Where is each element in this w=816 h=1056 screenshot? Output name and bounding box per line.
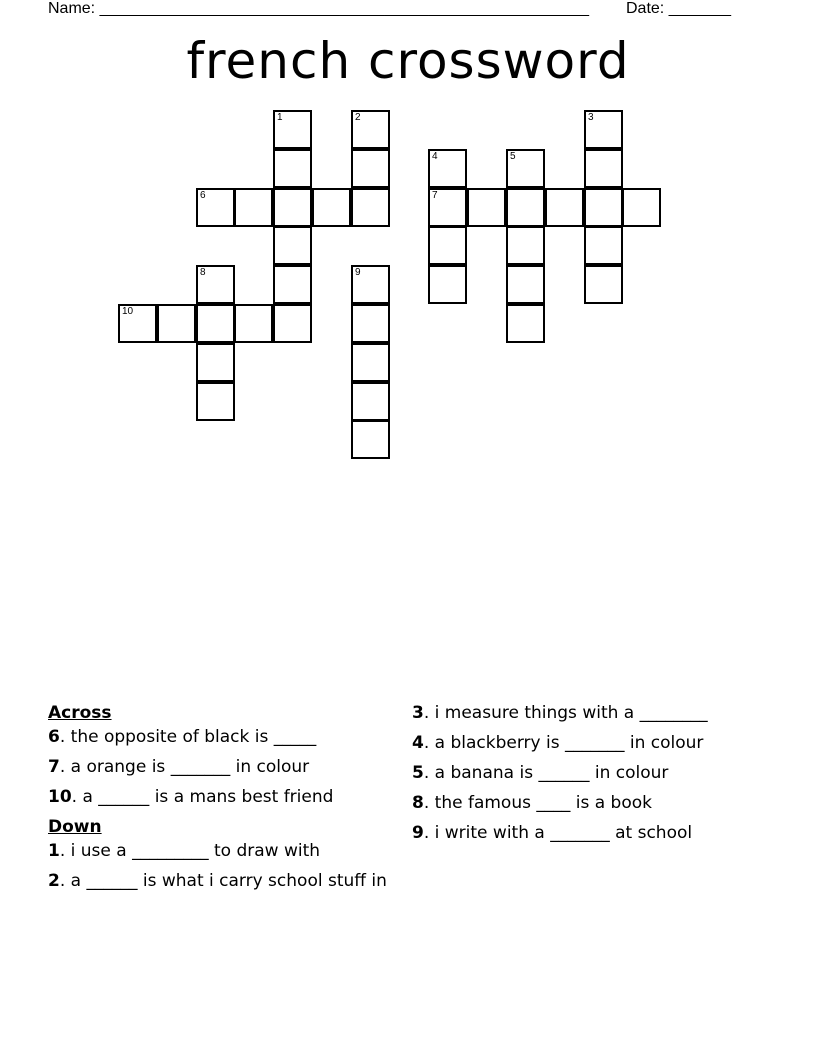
clue-down-3: 3. i measure things with a ________: [412, 703, 708, 723]
clue-down-5: 5. a banana is ______ in colour: [412, 763, 669, 783]
crossword-cell[interactable]: [351, 304, 390, 343]
date-field-label: Date: _______: [626, 0, 731, 17]
crossword-cell[interactable]: [273, 149, 312, 188]
clues-right-column: [412, 703, 762, 853]
crossword-cell[interactable]: [273, 265, 312, 304]
across-heading: Across: [48, 703, 112, 723]
crossword-cell[interactable]: [584, 188, 623, 227]
down-heading: Down: [48, 817, 102, 837]
crossword-cell[interactable]: [351, 420, 390, 459]
cell-number: 3: [588, 112, 594, 123]
cell-number: 9: [355, 267, 361, 278]
name-field-label: Name: _______________________________________________________: [48, 0, 589, 17]
clue-down-4: 4. a blackberry is _______ in colour: [412, 733, 704, 753]
clue-down-9: 9. i write with a _______ at school: [412, 823, 693, 843]
crossword-cell[interactable]: [506, 265, 545, 304]
crossword-cell[interactable]: [428, 265, 467, 304]
cell-number: 6: [200, 190, 206, 201]
crossword-cell[interactable]: [351, 343, 390, 382]
crossword-cell[interactable]: [428, 188, 467, 227]
crossword-cell[interactable]: [273, 188, 312, 227]
crossword-cell[interactable]: [351, 149, 390, 188]
crossword-cell[interactable]: [273, 110, 312, 149]
clues-left-column: [48, 703, 398, 901]
crossword-cell[interactable]: [273, 304, 312, 343]
cell-number: 10: [122, 306, 134, 317]
cell-number: 7: [432, 190, 438, 201]
clue-down-2: 2. a ______ is what i carry school stuff in: [48, 871, 387, 891]
cell-number: 8: [200, 267, 206, 278]
crossword-cell[interactable]: [506, 188, 545, 227]
clue-across-6: 6. the opposite of black is _____: [48, 727, 317, 747]
crossword-cell[interactable]: [428, 149, 467, 188]
cell-number: 4: [432, 151, 438, 162]
crossword-cell[interactable]: [622, 188, 661, 227]
crossword-cell[interactable]: [273, 226, 312, 265]
crossword-cell[interactable]: [157, 304, 196, 343]
crossword-cell[interactable]: [584, 226, 623, 265]
crossword-cell[interactable]: [545, 188, 584, 227]
crossword-cell[interactable]: [506, 304, 545, 343]
clue-down-8: 8. the famous ____ is a book: [412, 793, 652, 813]
crossword-cell[interactable]: [584, 265, 623, 304]
crossword-cell[interactable]: [506, 226, 545, 265]
clue-across-7: 7. a orange is _______ in colour: [48, 757, 310, 777]
cell-number: 1: [277, 112, 283, 123]
crossword-cell[interactable]: [196, 304, 235, 343]
crossword-cell[interactable]: [196, 343, 235, 382]
crossword-grid: [0, 0, 816, 480]
cell-number: 2: [355, 112, 361, 123]
clue-down-1: 1. i use a _________ to draw with: [48, 841, 321, 861]
crossword-cell[interactable]: [351, 110, 390, 149]
page-title: french crossword: [186, 32, 630, 90]
crossword-cell[interactable]: [196, 188, 235, 227]
crossword-cell[interactable]: [196, 382, 235, 421]
crossword-cell[interactable]: [506, 149, 545, 188]
crossword-cell[interactable]: [351, 382, 390, 421]
crossword-cell[interactable]: [351, 265, 390, 304]
crossword-cell[interactable]: [351, 188, 390, 227]
crossword-cell[interactable]: [234, 188, 273, 227]
crossword-cell[interactable]: [467, 188, 506, 227]
cell-number: 5: [510, 151, 516, 162]
crossword-cell[interactable]: [584, 110, 623, 149]
crossword-cell[interactable]: [428, 226, 467, 265]
crossword-cell[interactable]: [196, 265, 235, 304]
crossword-cell[interactable]: [312, 188, 351, 227]
crossword-cell[interactable]: [234, 304, 273, 343]
crossword-cell[interactable]: [118, 304, 157, 343]
clue-across-10: 10. a ______ is a mans best friend: [48, 787, 334, 807]
crossword-cell[interactable]: [584, 149, 623, 188]
